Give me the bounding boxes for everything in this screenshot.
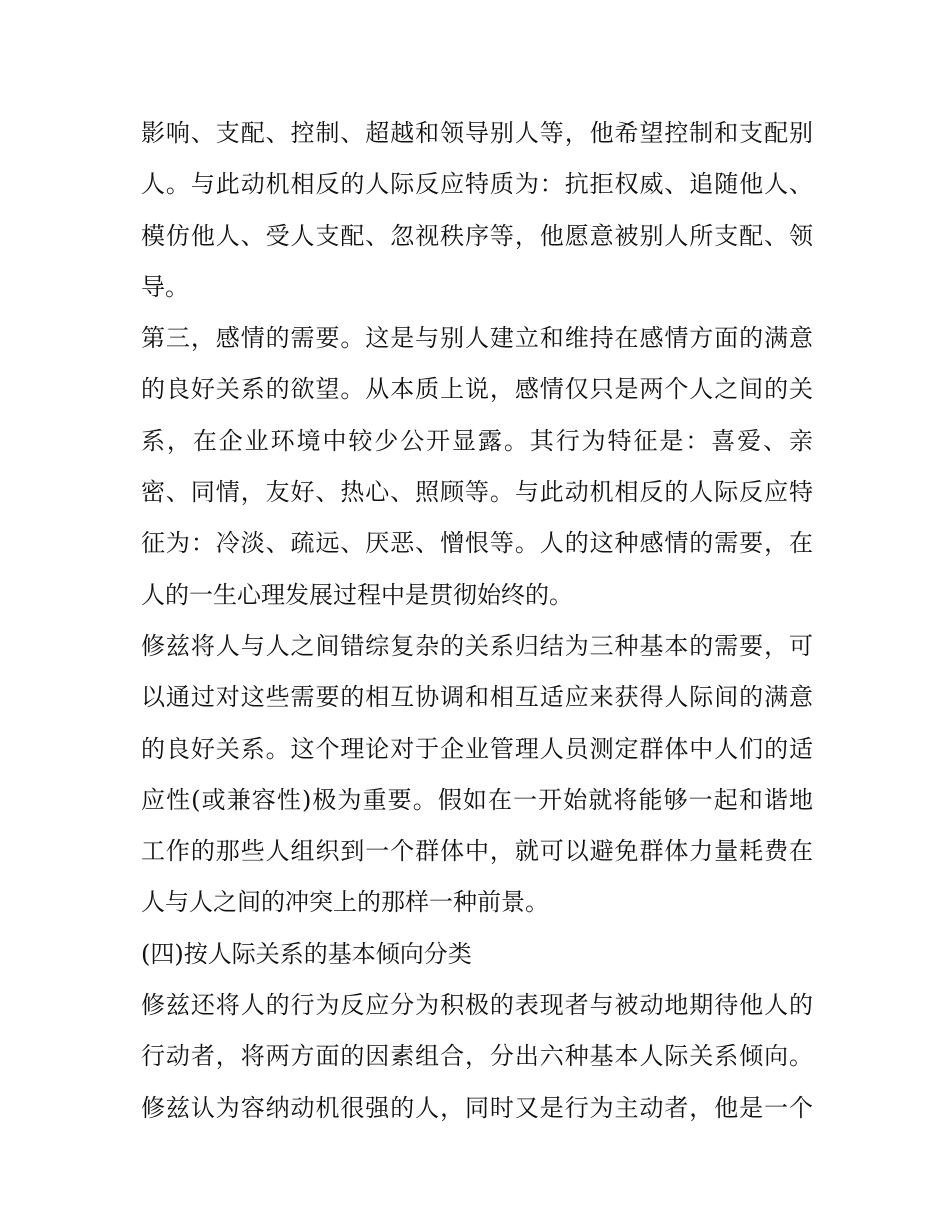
body-text: [141, 108, 813, 1134]
text-line-20: 修兹认为容纳动机很强的人，同时又是行为主动者，他是一个: [141, 1093, 813, 1122]
text-line-12: 以通过对这些需要的相互协调和相互适应来获得人际间的满意: [141, 683, 813, 712]
text-line-15: 工作的那些人组织到一个群体中，就可以避免群体力量耗费在: [141, 837, 813, 866]
text-line-1: 影响、支配、控制、超越和领导别人等，他希望控制和支配别: [141, 119, 813, 147]
text-line-18: 修兹还将人的行为反应分为积极的表现者与被动地期待他人的: [141, 991, 813, 1020]
text-line-10: 人的一生心理发展过程中是贯彻始终的。: [141, 580, 573, 609]
text-line-11: 修兹将人与人之间错综复杂的关系归结为三种基本的需要，可: [141, 631, 813, 660]
text-line-2: 人。与此动机相反的人际反应特质为：抗拒权威、追随他人、: [141, 170, 813, 199]
text-line-14: 应性(或兼容性)极为重要。假如在一开始就将能够一起和谐地: [141, 785, 813, 814]
text-line-7: 系，在企业环境中较少公开显露。其行为特征是：喜爱、亲: [141, 426, 813, 455]
text-line-19: 行动者，将两方面的因素组合，分出六种基本人际关系倾向。: [141, 1042, 813, 1071]
text-line-16: 人与人之间的冲突上的那样一种前景。: [141, 888, 549, 917]
text-line-5: 第三，感情的需要。这是与别人建立和维持在感情方面的满意: [141, 324, 813, 353]
text-line-8: 密、同情，友好、热心、照顾等。与此动机相反的人际反应特: [141, 478, 813, 507]
section-heading: (四)按人际关系的基本倾向分类: [141, 939, 472, 968]
text-line-9: 征为：冷淡、疏远、厌恶、憎恨等。人的这种感情的需要，在: [141, 529, 813, 558]
text-line-4: 导。: [141, 272, 189, 301]
text-line-6: 的良好关系的欲望。从本质上说，感情仅只是两个人之间的关: [141, 375, 813, 404]
text-line-3: 模仿他人、受人支配、忽视秩序等，他愿意被别人所支配、领: [141, 221, 813, 250]
text-line-13: 的良好关系。这个理论对于企业管理人员测定群体中人们的适: [141, 734, 813, 763]
